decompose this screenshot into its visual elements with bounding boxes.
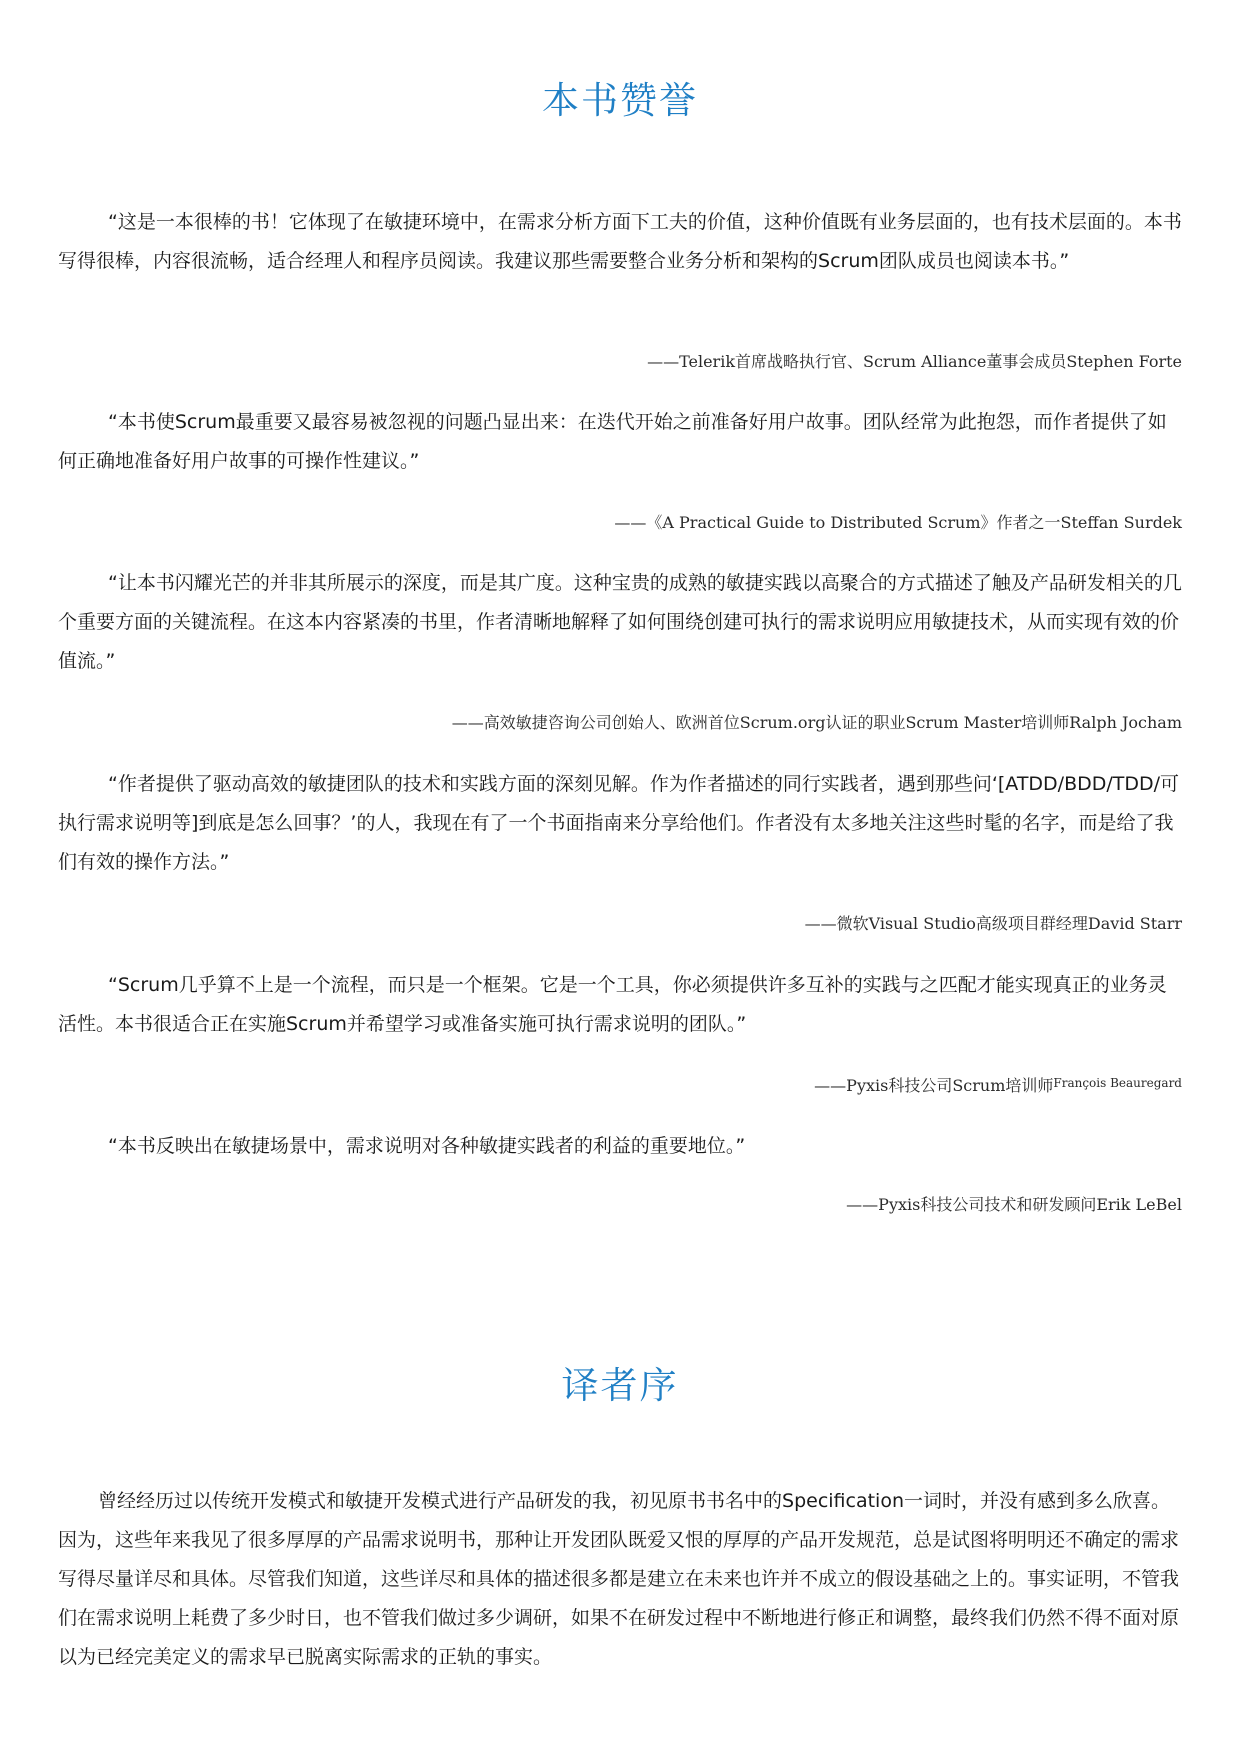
endorsement-quote: “让本书闪耀光芒的并非其所展示的深度，而是其广度。这种宝贵的成熟的敏捷实践以高聚合的方式描述了触及产品研发相关的几个重要方面的关键流程。在这本内容紧凑的书里，作者清晰地解释了如何围绕创建可执行的需求说明应用敏捷技术，从而实现有效的价值流。”	[58, 572, 1182, 672]
endorsement-quote: “这是一本很棒的书！它体现了在敏捷环境中，在需求分析方面下工夫的价值，这种价值既有业务层面的，也有技术层面的。本书写得很棒，内容很流畅，适合经理人和程序员阅读。我建议那些需要整合业务分析和架构的Scrum团队成员也阅读本书。”	[58, 211, 1182, 272]
endorsement-quote: “Scrum几乎算不上是一个流程，而只是一个框架。它是一个工具，你必须提供许多互补的实践与之匹配才能实现真正的业务灵活性。本书很适合正在实施Scrum并希望学习或准备实施可执行需求说明的团队。”	[58, 974, 1167, 1035]
attribution-name-small: François Beauregard	[1053, 1076, 1182, 1090]
preface-section-title: 译者序	[561, 1364, 679, 1407]
attribution-text: ——Pyxis科技公司Scrum培训师	[814, 1076, 1054, 1095]
endorsement-attribution: ——高效敏捷咨询公司创始人、欧洲首位Scrum.org认证的职业Scrum Master培训师Ralph Jocham	[451, 713, 1182, 732]
endorsement-attribution: ——微软Visual Studio高级项目群经理David Starr	[804, 914, 1182, 933]
endorsement-quote: “本书使Scrum最重要又最容易被忽视的问题凸显出来：在迭代开始之前准备好用户故事。团队经常为此抱怨，而作者提供了如何正确地准备好用户故事的可操作性建议。”	[58, 411, 1167, 472]
preface-paragraph: 曾经经历过以传统开发模式和敏捷开发模式进行产品研发的我，初见原书书名中的Specification一词时，并没有感到多么欣喜。因为，这些年来我见了很多厚厚的产品需求说明书，那种让开发团队既爱又恨的厚厚的产品开发规范，总是试图将明明还不确定的需求写得尽量详尽和具体。尽管我们知道，这些详尽和具体的描述很多都是建立在未来也许并不成立的假设基础之上的。事实证明，不管我们在需求说明上耗费了多少时日，也不管我们做过多少调研，如果不在研发过程中不断地进行修正和调整，最终我们仍然不得不面对原以为已经完美定义的需求早已脱离实际需求的正轨的事实。	[58, 1490, 1180, 1668]
endorsement-attribution: ——Pyxis科技公司技术和研发顾问Erik LeBel	[846, 1195, 1182, 1214]
endorsement-attribution: ——Telerik首席战略执行官、Scrum Alliance董事会成员Stephen Forte	[647, 352, 1182, 371]
endorsement-quote: “作者提供了驱动高效的敏捷团队的技术和实践方面的深刻见解。作为作者描述的同行实践者，遇到那些问‘[ATDD/BDD/TDD/可执行需求说明等]到底是怎么回事？’的人，我现在有了一个书面指南来分享给他们。作者没有太多地关注这些时髦的名字，而是给了我们有效的操作方法。”	[58, 773, 1180, 873]
endorsement-quote: “本书反映出在敏捷场景中，需求说明对各种敏捷实践者的利益的重要地位。”	[108, 1135, 746, 1157]
endorsement-attribution	[814, 1073, 1182, 1096]
praise-section-title: 本书赞誉	[542, 79, 698, 122]
endorsement-attribution: ——《A Practical Guide to Distributed Scrum》作者之一Steffan Surdek	[614, 513, 1182, 532]
